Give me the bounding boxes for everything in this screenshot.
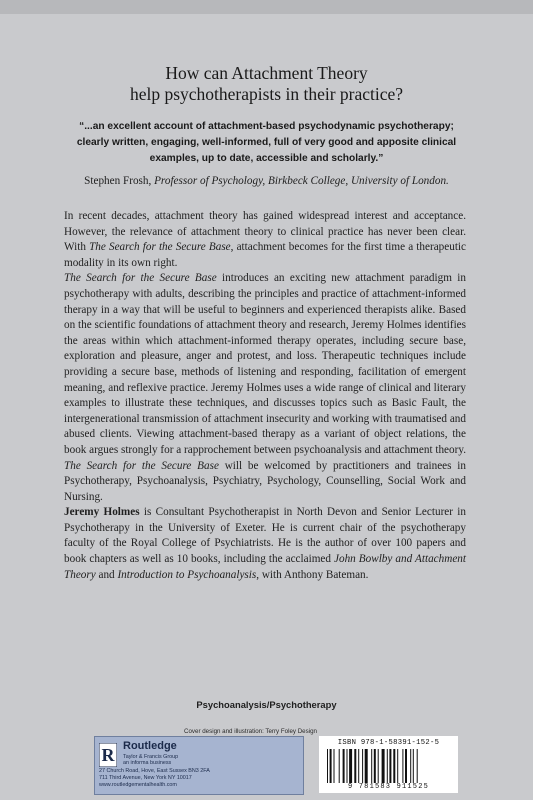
- publisher-name: Routledge: [123, 740, 177, 752]
- isbn-label: ISBN 978-1-58391-152-5: [337, 739, 440, 747]
- publisher-tagline: an informa business: [123, 760, 172, 766]
- publisher-group: Taylor & Francis Group: [123, 754, 179, 760]
- intro-book-title: The Search for the Secure Base: [89, 241, 231, 254]
- author-book1: John Bowlby and Attachment Theory: [64, 553, 466, 581]
- barcode-icon: [327, 749, 451, 783]
- quote-attribution: [40, 174, 493, 188]
- design-credit: Cover design and illustration: Terry Foley Design: [184, 728, 317, 735]
- barcode-bar: [362, 749, 363, 783]
- author-bio: is Consultant Psychotherapist in North Devon and Senior Lecturer in Psychotherapy in the University of Exeter. He is current chair of the psychotherapy faculty of the Royal College of Psychiatrists. He is the author of over 100 papers and book chapters as well as 10 books, including the acclaimed: [64, 506, 466, 566]
- paragraph-summary: [64, 271, 466, 458]
- quote-line1: “...an excellent account of attachment-based psychodynamic psychotherapy;: [79, 121, 454, 132]
- intro-text: In recent decades, attachment theory has gained widespread interest and acceptance. However, the relevance of attachment theory to clinical practice has never been clear. With: [64, 210, 466, 254]
- attribution-role: Professor of Psychology, Birkbeck College, University of London.: [154, 175, 449, 187]
- paragraph-intro: [64, 209, 466, 271]
- barcode-bar: [354, 749, 356, 783]
- audience-book-title: The Search for the Secure Base: [64, 459, 219, 472]
- summary-book-title: The Search for the Secure Base: [64, 272, 217, 285]
- audience-text: will be welcomed by practitioners and trainees in Psychotherapy, Psychoanalysis, Psychiatry, Psychology, Counselling, Social Work and Nursing.: [64, 459, 466, 503]
- headline: [0, 63, 533, 105]
- author-name: Jeremy Holmes: [64, 506, 140, 519]
- attribution-name: Stephen Frosh,: [84, 175, 152, 187]
- barcode-bar: [387, 749, 388, 783]
- barcode-bar: [347, 749, 348, 783]
- barcode-bar: [405, 749, 407, 783]
- barcode-bar: [417, 749, 418, 783]
- author-and: and: [95, 568, 118, 581]
- barcode-bar: [349, 749, 352, 783]
- top-strip: [0, 0, 533, 14]
- barcode-bar: [358, 749, 359, 783]
- headline-line1: How can Attachment Theory: [165, 63, 368, 83]
- barcode-bar: [397, 749, 398, 783]
- barcode-bar: [402, 749, 403, 783]
- barcode-bar: [413, 749, 414, 783]
- barcode-bar: [327, 749, 328, 783]
- barcode-bar: [374, 749, 376, 783]
- barcode-bar: [330, 749, 332, 783]
- logo-letter: R: [101, 745, 115, 765]
- barcode-bar: [371, 749, 372, 783]
- paragraph-author: [64, 505, 466, 583]
- summary-text: introduces an exciting new attachment paradigm in psychotherapy with adults, describing the principles and practice of attachment-informed therapy in a way that will be useful to beginners and experienced therapists alike. Based on the scientific foundations of attachment theory and research, Jeremy Holmes identifies the areas within which attachment-informed therapy operates, including secure base, exploration and pleasure, anger and protest, and loss. Therapeutic techniques include providing a secure base, methods of listening and responding, facilitation of emergent meaning, and reflexive practice. Jeremy Holmes uses a wide range of clinical and literary examples to illustrate these techniques, and discusses topics such as Basic Fault, the intergenerational transmission of attachment insecurity and working with traumatised and abused clients. Viewing attachment-based therapy as a variant of object relations, the book argues strongly for a rapprochement between psychoanalysis and attachment theory.: [64, 272, 467, 456]
- barcode-box: [319, 736, 458, 793]
- publisher-box: [94, 736, 304, 795]
- author-book2: Introduction to Psychoanalysis: [117, 568, 257, 581]
- routledge-logo-icon: [99, 743, 117, 767]
- barcode-bar: [343, 749, 345, 783]
- publisher-address-uk: 27 Church Road, Hove, East Sussex BN3 2FA: [99, 768, 210, 774]
- headline-line2: help psychotherapists in their practice?: [129, 84, 404, 104]
- barcode-bar: [410, 749, 411, 783]
- barcode-bar: [339, 749, 340, 783]
- barcode-digits: 9 781583 911525: [347, 783, 429, 791]
- description-text: [64, 209, 466, 583]
- barcode-bar: [334, 749, 335, 783]
- publisher-website: www.routledgementalhealth.com: [99, 782, 177, 788]
- subject-category: Psychoanalysis/Psychotherapy: [196, 699, 337, 710]
- barcode-bar: [382, 749, 385, 783]
- author-bio-end: , with Anthony Bateman.: [256, 568, 369, 581]
- quote-line2: clearly written, engaging, well-informed, full of very good and apposite clinical: [76, 137, 457, 148]
- barcode-bar: [389, 749, 391, 783]
- quote-line3: examples, up to date, accessible and scholarly.”: [149, 153, 384, 164]
- publisher-address-us: 711 Third Avenue, New York NY 10017: [99, 775, 192, 781]
- paragraph-audience: [64, 459, 466, 506]
- intro-text-end: , attachment becomes for the first time a therapeutic modality in its own right.: [64, 241, 466, 269]
- barcode-bar: [393, 749, 395, 783]
- barcode-bar: [365, 749, 368, 783]
- barcode-bar: [378, 749, 379, 783]
- review-quote: [70, 119, 463, 167]
